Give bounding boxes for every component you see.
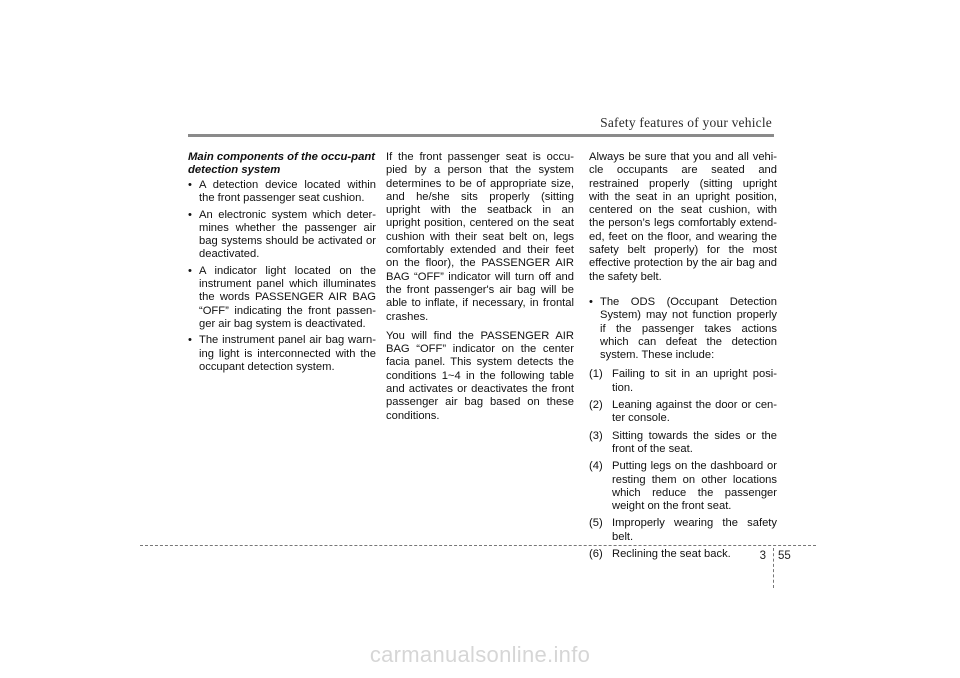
item-number: (5): [589, 517, 603, 530]
list-item: • The ODS (Occupant Detection System) may not function properly if the passenger takes actions which can defeat the detection system. These include:: [589, 296, 777, 362]
subsection-heading: Main components of the occu-pant detection system: [188, 151, 376, 176]
component-list: [188, 179, 376, 374]
column-3: [589, 151, 777, 565]
list-item: [589, 430, 777, 457]
column-1: [188, 151, 376, 380]
paragraph: If the front passenger seat is occu-pied by a person that the system determines to be of appropriate size, and he/she sits properly (sitting upright with the seatback in an upright position, centered on the seat cushion with their seat belt on, legs comfortably extended and their feet on the floor), the PASSENGER AIR BAG “OFF” indicator will turn off and the front passenger's air bag will be able to inflate, if necessary, in frontal crashes.: [386, 151, 574, 323]
item-text: Improperly wearing the safety belt.: [612, 517, 777, 543]
list-item: • An electronic system which deter-mines whether the passenger air bag systems should be activated or deactivated.: [188, 209, 376, 262]
item-number: (3): [589, 429, 603, 442]
item-number: (4): [589, 460, 603, 473]
item-number: (6): [589, 548, 603, 561]
section-title: Safety features of your vehicle: [600, 115, 772, 130]
list-item: • The instrument panel air bag warn-ing light is interconnected with the occupant detection system.: [188, 334, 376, 374]
header-rule: [188, 134, 774, 137]
item-text: Reclining the seat back.: [612, 548, 731, 561]
list-item: [589, 517, 777, 544]
footer-rule: [140, 545, 816, 546]
page-divider: [773, 548, 774, 588]
ods-warning-list: [589, 296, 777, 362]
item-number: (1): [589, 368, 603, 381]
item-number: (2): [589, 399, 603, 412]
paragraph: You will find the PASSENGER AIR BAG “OFF” indicator on the center facia panel. This system detects the conditions 1~4 in the following table and activates or deactivates the front passenger air bag based on these conditions.: [386, 329, 574, 422]
item-text: Leaning against the door or cen-ter console.: [612, 399, 777, 425]
item-text: Failing to sit in an upright posi-tion.: [612, 368, 777, 394]
item-text: Sitting towards the sides or the front of the seat.: [612, 429, 777, 455]
list-item: [589, 548, 777, 561]
item-text: Putting legs on the dashboard or resting them on other locations which reduce the passenger weight on the front seat.: [612, 460, 777, 513]
column-2: [386, 151, 574, 429]
list-item: • A detection device located within the front passenger seat cushion.: [188, 179, 376, 206]
page-number: 55: [778, 550, 791, 562]
list-item: [589, 368, 777, 395]
chapter-number: 3: [759, 550, 766, 562]
paragraph: Always be sure that you and all vehi-cle occupants are seated and restrained properly (sitting upright with the seat in an upright position, centered on the seat cushion, with the person’s legs comfortably extend-ed, feet on the floor, and wearing the safety belt properly) for the most effective protection by the air bag and the safety belt.: [589, 151, 777, 283]
list-item: [589, 460, 777, 513]
watermark: carmanualsonline.info: [369, 642, 591, 667]
condition-list: [589, 368, 777, 561]
list-item: [589, 399, 777, 426]
list-item: • A indicator light located on the instrument panel which illuminates the words PASSENGER AIR BAG “OFF” indicating the front passen-ger air bag system is deactivated.: [188, 265, 376, 331]
